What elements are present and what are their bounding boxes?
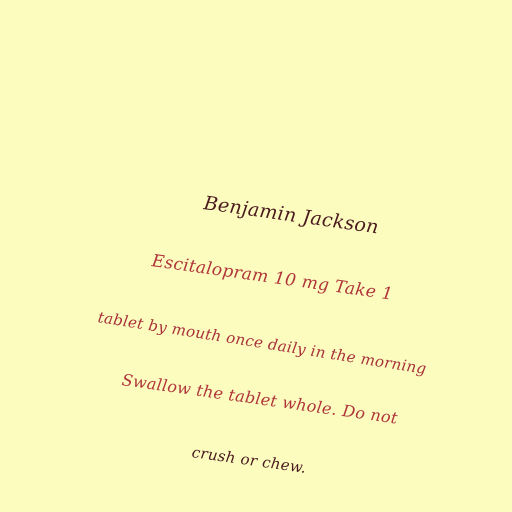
instruction-line-2: tablet by mouth once daily in the morning [96, 308, 428, 378]
instruction-line-4: crush or chew. [190, 443, 308, 477]
patient-name: Benjamin Jackson [202, 192, 381, 239]
instruction-line-1: Escitalopram 10 mg Take 1 [150, 251, 395, 305]
instruction-line-3: Swallow the tablet whole. Do not [120, 370, 399, 428]
